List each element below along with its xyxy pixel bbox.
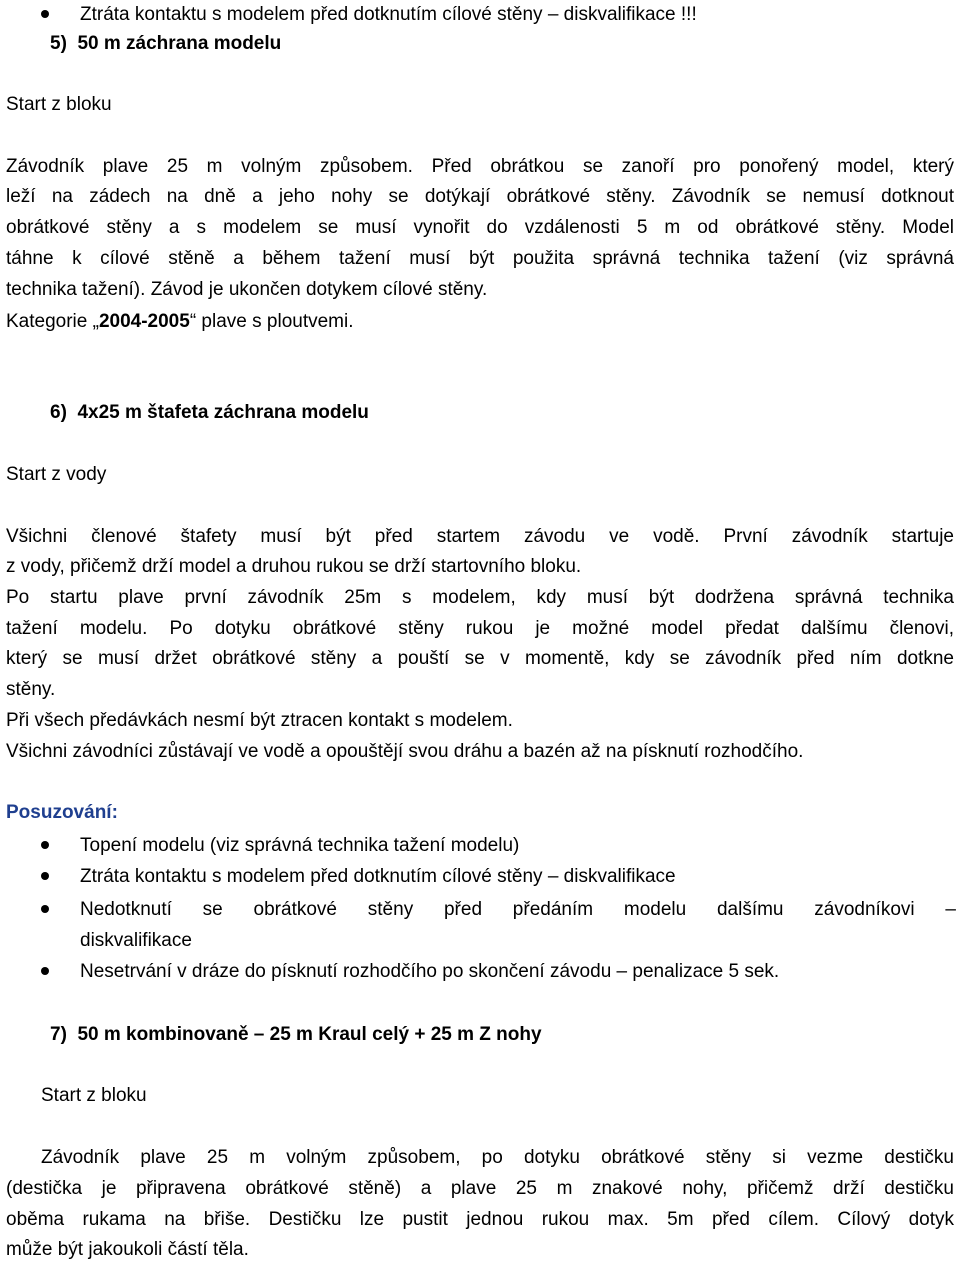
section-6-paragraph-line: Při všech předávkách nesmí být ztracen kontakt s modelem. xyxy=(6,710,513,731)
judging-item-continuation: diskvalifikace xyxy=(80,930,192,951)
section-6-start: Start z vody xyxy=(6,464,107,485)
section-7-paragraph-line: oběma rukama na břiše. Destičku lze pustit jednou rukou max. 5m před cílem. Cílový dotyk xyxy=(6,1209,954,1230)
section-6-paragraph-line: Všichni závodníci zůstávají ve vodě a opouštějí svou dráhu a bazén až na písknutí rozhodčího. xyxy=(6,741,804,762)
section-7-paragraph-line: Závodník plave 25 m volným způsobem, po dotyku obrátkové stěny si vezme destičku xyxy=(41,1147,954,1168)
section-7-paragraph-line: (destička je připravena obrátkové stěně) a plave 25 m znakové nohy, přičemž drží destičku xyxy=(6,1178,954,1199)
bullet-icon xyxy=(41,10,49,18)
section-6-paragraph-line: Po startu plave první závodník 25m s modelem, kdy musí být dodržena správná technika xyxy=(6,587,954,608)
section-7-start: Start z bloku xyxy=(41,1085,147,1106)
judging-item: Ztráta kontaktu s modelem před dotknutím cílové stěny – diskvalifikace xyxy=(80,866,676,887)
section-5-paragraph-line: táhne k cílové stěně a během tažení musí být použita správná technika tažení (viz správná xyxy=(6,248,954,269)
category-prefix: Kategorie „ xyxy=(6,311,99,332)
bullet-icon xyxy=(41,905,49,913)
section-6-paragraph-line: z vody, přičemž drží model a druhou rukou se drží startovního bloku. xyxy=(6,556,582,577)
section-6-paragraph-line: stěny. xyxy=(6,679,56,700)
category-suffix: “ plave s ploutvemi. xyxy=(189,311,354,332)
section-5-paragraph-line: Závodník plave 25 m volným způsobem. Před obrátkou se zanoří pro ponořený model, který xyxy=(6,156,954,177)
judging-item: Nedotknutí se obrátkové stěny před předáním modelu dalšímu závodníkovi – xyxy=(80,899,956,920)
section-6-heading: 6) 4x25 m štafeta záchrana modelu xyxy=(50,402,369,423)
section-6-paragraph-line: tažení modelu. Po dotyku obrátkové stěny rukou je možné model předat dalšímu členovi, xyxy=(6,618,954,639)
section-7-paragraph-line: může být jakoukoli částí těla. xyxy=(6,1239,249,1260)
section-5-category xyxy=(6,307,954,337)
section-5-paragraph-line: leží na zádech na dně a jeho nohy se dotýkají obrátkové stěny. Závodník se nemusí dotknout xyxy=(6,186,954,207)
judging-title: Posuzování: xyxy=(6,802,118,823)
section-5-start: Start z bloku xyxy=(6,94,112,115)
bullet-icon xyxy=(41,841,49,849)
section-5-paragraph-line: obrátkové stěny a s modelem se musí vynořit do vzdálenosti 5 m od obrátkové stěny. Model xyxy=(6,217,954,238)
section-6-paragraph-line: Všichni členové štafety musí být před startem závodu ve vodě. První závodník startuje xyxy=(6,526,954,547)
bullet-icon xyxy=(41,967,49,975)
top-bullet-text: Ztráta kontaktu s modelem před dotknutím cílové stěny – diskvalifikace !!! xyxy=(80,4,697,25)
judging-item: Nesetrvání v dráze do písknutí rozhodčího po skončení závodu – penalizace 5 sek. xyxy=(80,961,780,982)
section-5-paragraph-line: technika tažení). Závod je ukončen dotykem cílové stěny. xyxy=(6,279,488,300)
bullet-icon xyxy=(41,872,49,880)
section-5-heading: 5) 50 m záchrana modelu xyxy=(50,33,282,54)
section-7-heading: 7) 50 m kombinovaně – 25 m Kraul celý + 25 m Z nohy xyxy=(50,1024,542,1045)
section-6-paragraph-line: který se musí držet obrátkové stěny a pouští se v momentě, kdy se závodník před ním dotkne xyxy=(6,648,954,669)
category-years: 2004-2005 xyxy=(98,311,190,332)
judging-item: Topení modelu (viz správná technika tažení modelu) xyxy=(80,835,520,856)
